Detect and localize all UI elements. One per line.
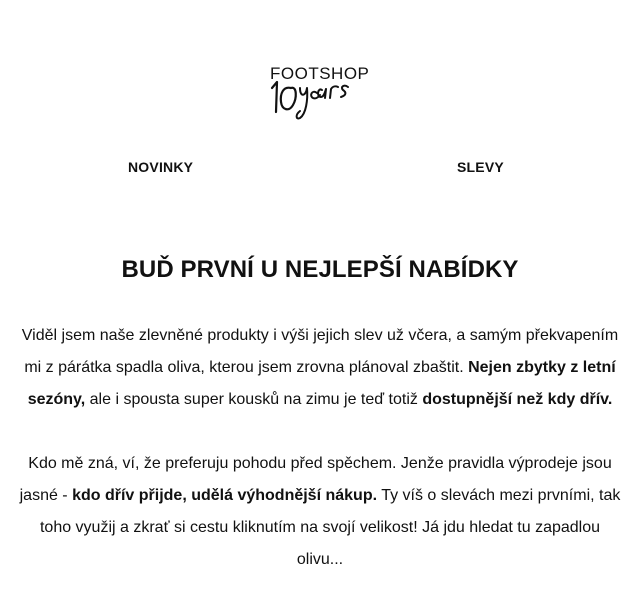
paragraph-2-text-a: Kdo mě zná, ví, že preferuju pohodu před spěchem. Jenže pravidla výprodeje jsou jasné -	[19, 455, 612, 504]
footshop-10-years-logo-icon	[262, 60, 378, 122]
body-copy	[16, 320, 624, 576]
svg-text:FOOTSHOP: FOOTSHOP	[270, 64, 370, 83]
paragraph-2	[16, 448, 624, 576]
paragraph-1-text-b: ale i spousta super kousků na zimu je teď totiž	[85, 391, 423, 408]
paragraph-1-bold-b: dostupnější než kdy dřív.	[422, 391, 613, 408]
paragraph-1-bold-a: Nejen zbytky z letní sezóny,	[27, 359, 616, 408]
footshop-logo[interactable]	[262, 60, 378, 122]
paragraph-2-text-b: Ty víš o slevách mezi prvními, tak toho využij a zkrať si cestu kliknutím na svojí velikost! Já jdu hledat tu zapadlou olivu...	[39, 487, 621, 568]
nav-link-slevy[interactable]: SLEVY	[457, 159, 504, 175]
paragraph-1-text-a: Viděl jsem naše zlevněné produkty i výši jejich slev už včera, a samým překvapením mi z párátka spadla oliva, kterou jsem zrovna plánoval zbaštit.	[21, 327, 619, 376]
headline: BUĎ PRVNÍ U NEJLEPŠÍ NABÍDKY	[121, 256, 519, 283]
paragraph-2-bold-a: kdo dřív přijde, udělá výhodnější nákup.	[72, 487, 378, 504]
paragraph-1	[16, 320, 624, 416]
nav-link-novinky[interactable]: NOVINKY	[128, 159, 194, 175]
main-nav	[0, 159, 640, 181]
